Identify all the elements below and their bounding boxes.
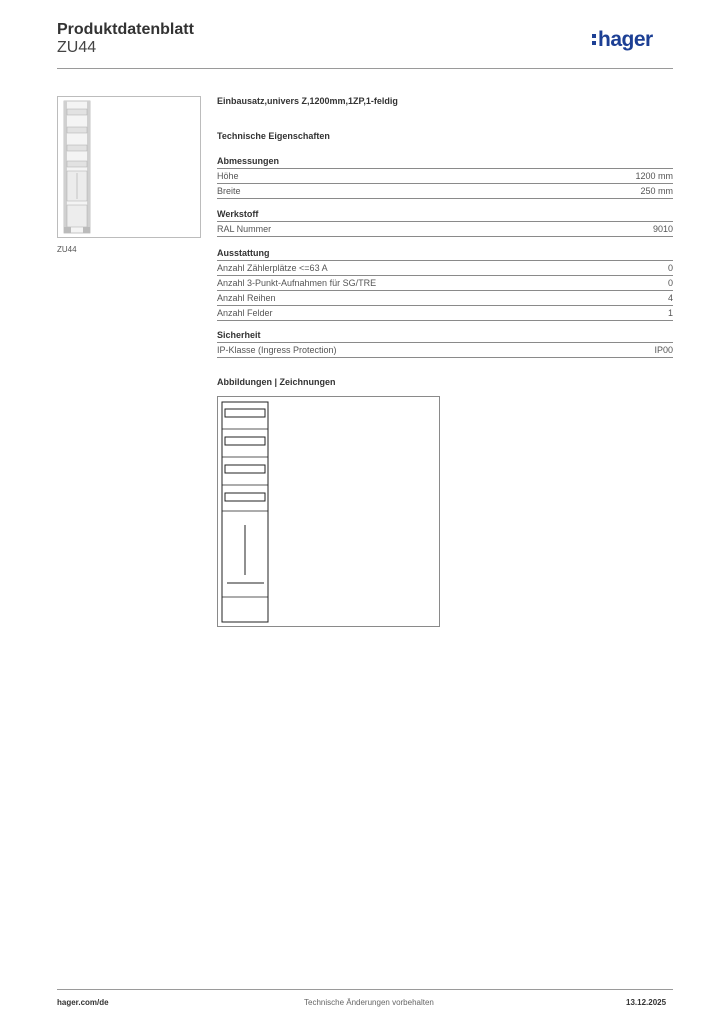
- group-title: Werkstoff: [217, 209, 673, 222]
- group-sicherheit: [217, 330, 673, 358]
- drawing-slot-4: [225, 493, 265, 501]
- logo-text: hager: [598, 28, 653, 51]
- thumb-row-2: [67, 127, 87, 133]
- logo-dot-top: [592, 34, 596, 38]
- footer-divider: [57, 989, 673, 990]
- table-row: [217, 291, 673, 306]
- row-label: Anzahl 3-Punkt-Aufnahmen für SG/TRE: [217, 278, 377, 288]
- row-value: 1: [667, 308, 673, 318]
- drawing-svg: [218, 397, 439, 626]
- row-value: IP00: [654, 345, 673, 355]
- group-werkstoff: [217, 209, 673, 237]
- row-label: IP-Klasse (Ingress Protection): [217, 345, 337, 355]
- row-value: 9010: [652, 224, 673, 234]
- drawing-slot-2: [225, 437, 265, 445]
- row-value: 4: [667, 293, 673, 303]
- drawing-slot-1: [225, 409, 265, 417]
- row-value: 0: [667, 263, 673, 273]
- thumb-row-4: [67, 161, 87, 167]
- drawing-slot-3: [225, 465, 265, 473]
- section-heading: Technische Eigenschaften: [217, 131, 330, 141]
- drawing-outer-frame: [222, 402, 268, 622]
- hager-logo: [592, 27, 674, 58]
- group-title: Abmessungen: [217, 156, 673, 169]
- product-title: Einbausatz,univers Z,1200mm,1ZP,1-feldig: [217, 96, 398, 106]
- row-label: Höhe: [217, 171, 239, 181]
- thumb-row-1: [67, 109, 87, 115]
- thumb-rail-right: [87, 101, 90, 233]
- product-image: [58, 97, 200, 237]
- thumbnail-caption: ZU44: [57, 245, 77, 254]
- header-divider: [57, 68, 673, 69]
- row-label: Anzahl Zählerplätze <=63 A: [217, 263, 328, 273]
- product-thumbnail: [57, 96, 201, 238]
- table-row: [217, 306, 673, 321]
- thumb-bottom-panel: [67, 205, 87, 227]
- footer-date: 13.12.2025: [626, 998, 667, 1007]
- logo-dot-bottom: [592, 41, 596, 45]
- thumb-foot-right: [83, 227, 90, 233]
- table-row: [217, 261, 673, 276]
- drawings-heading: Abbildungen | Zeichnungen: [217, 377, 336, 387]
- technical-drawing: [217, 396, 440, 627]
- footer-website[interactable]: hager.com/de: [57, 998, 109, 1007]
- thumb-row-3: [67, 145, 87, 151]
- group-title: Sicherheit: [217, 330, 673, 343]
- row-label: Anzahl Felder: [217, 308, 273, 318]
- hager-logo-graphic: [592, 27, 674, 53]
- group-abmessungen: [217, 156, 673, 199]
- row-label: Breite: [217, 186, 241, 196]
- thumb-rail-left: [64, 101, 67, 233]
- row-value: 250 mm: [640, 186, 673, 196]
- table-row: [217, 184, 673, 199]
- group-title: Ausstattung: [217, 248, 673, 261]
- table-row: [217, 222, 673, 237]
- table-row: [217, 343, 673, 358]
- footer-disclaimer: Technische Änderungen vorbehalten: [304, 998, 434, 1007]
- page-title: Produktdatenblatt: [57, 21, 194, 38]
- thumb-foot-left: [64, 227, 71, 233]
- row-value: 0: [667, 278, 673, 288]
- table-row: [217, 276, 673, 291]
- table-row: [217, 169, 673, 184]
- row-label: RAL Nummer: [217, 224, 272, 234]
- product-code: ZU44: [57, 39, 97, 56]
- row-value: 1200 mm: [635, 171, 673, 181]
- group-ausstattung: [217, 248, 673, 321]
- row-label: Anzahl Reihen: [217, 293, 276, 303]
